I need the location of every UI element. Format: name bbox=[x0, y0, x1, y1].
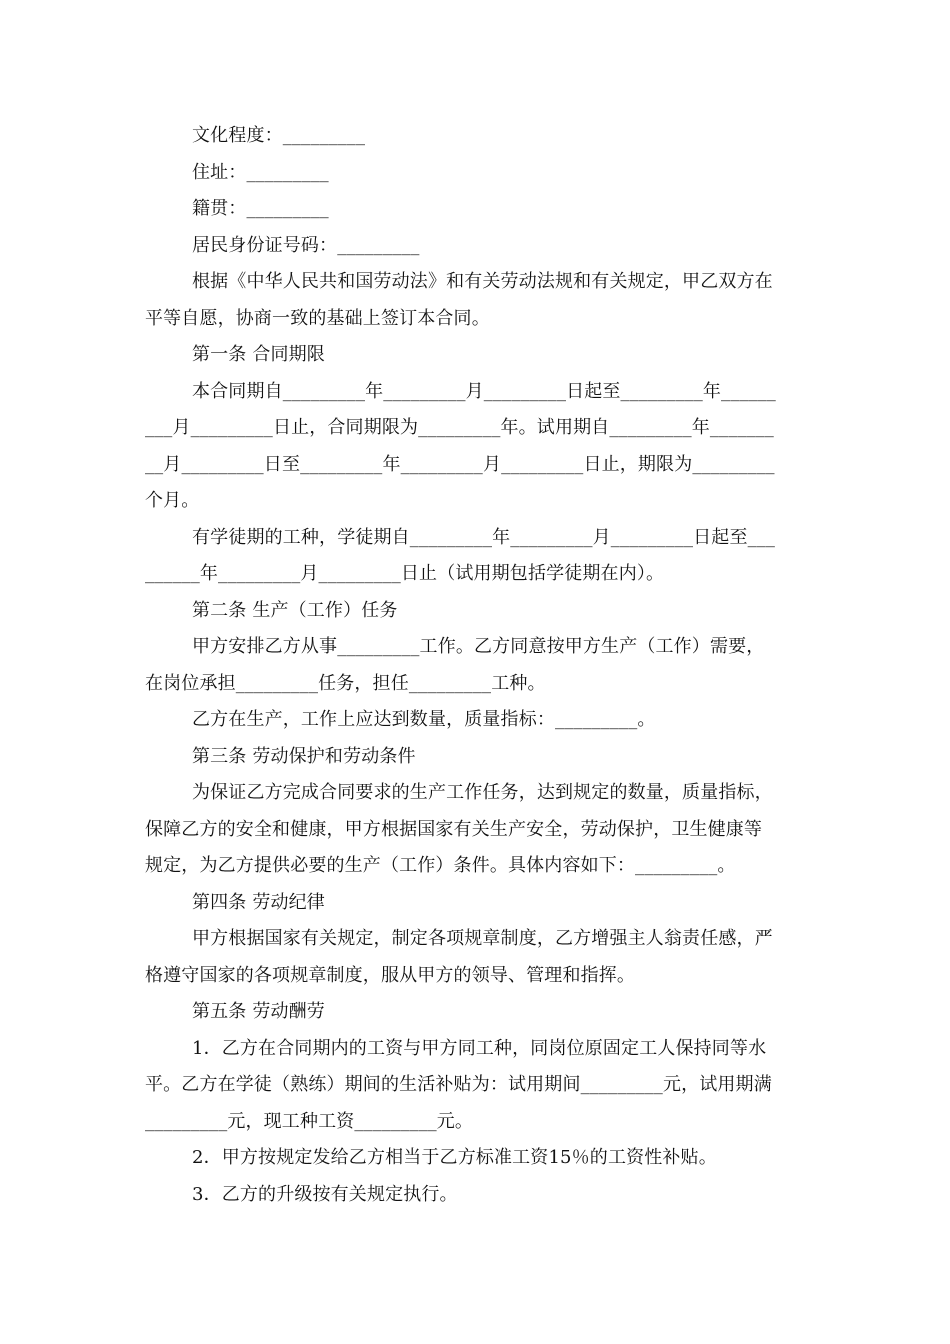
article-1-text-line: 个月。 bbox=[145, 490, 200, 511]
native-place-field-line: 籍贯：_________ bbox=[192, 198, 329, 219]
quality-target-line: 乙方在生产，工作上应达到数量，质量指标：_________。 bbox=[192, 709, 656, 730]
article-4-text-line: 甲方根据国家有关规定，制定各项规章制度，乙方增强主人翁责任感，严 bbox=[192, 928, 773, 949]
article-5-item-1-line: 平。乙方在学徒（熟练）期间的生活补贴为：试用期间_________元，试用期满 bbox=[145, 1074, 772, 1095]
article-2-text-line: 在岗位承担_________任务，担任_________工种。 bbox=[145, 672, 546, 694]
address-field-line: 住址：_________ bbox=[192, 161, 329, 183]
article-4-heading: 第四条 劳动纪律 bbox=[192, 891, 325, 913]
article-5-item-1-line: _________元，现工种工资_________元。 bbox=[145, 1110, 474, 1132]
article-3-text-line: 规定，为乙方提供必要的生产（工作）条件。具体内容如下：_________。 bbox=[145, 855, 736, 876]
article-5-item-2-line: 2．甲方按规定发给乙方相当于乙方标准工资15％的工资性补贴。 bbox=[192, 1147, 717, 1168]
preamble-line: 根据《中华人民共和国劳动法》和有关劳动法规和有关规定，甲乙双方在 bbox=[192, 271, 773, 292]
article-5-item-1-line: 1．乙方在合同期内的工资与甲方同工种，同岗位原固定工人保持同等水 bbox=[192, 1037, 767, 1059]
article-2-heading: 第二条 生产（工作）任务 bbox=[192, 599, 398, 621]
education-field-line: 文化程度：_________ bbox=[192, 125, 366, 146]
article-3-heading: 第三条 劳动保护和劳动条件 bbox=[192, 745, 416, 767]
article-5-heading: 第五条 劳动酬劳 bbox=[192, 1001, 325, 1022]
apprentice-period-line: ______年_________月_________日止（试用期包括学徒期在内）。 bbox=[145, 563, 665, 584]
article-1-text-line: __月_________日至_________年_________月_________日止，期限为_________ bbox=[145, 453, 775, 475]
article-1-heading: 第一条 合同期限 bbox=[192, 344, 325, 365]
article-2-text-line: 甲方安排乙方从事_________工作。乙方同意按甲方生产（工作）需要， bbox=[192, 636, 765, 657]
article-1-text-line: ___月_________日止，合同期限为_________年。试用期自_________年_______ bbox=[145, 417, 774, 438]
article-5-item-3-line: 3．乙方的升级按有关规定执行。 bbox=[192, 1183, 458, 1205]
article-1-text-line: 本合同期自_________年_________月_________日起至_________年______ bbox=[192, 380, 776, 402]
apprentice-period-line: 有学徒期的工种，学徒期自_________年_________月_________日起至___ bbox=[192, 526, 776, 548]
article-3-text-line: 为保证乙方完成合同要求的生产工作任务，达到规定的数量，质量指标， bbox=[192, 782, 773, 803]
article-4-text-line: 格遵守国家的各项规章制度，服从甲方的领导、管理和指挥。 bbox=[145, 964, 636, 986]
article-3-text-line: 保障乙方的安全和健康，甲方根据国家有关生产安全，劳动保护，卫生健康等 bbox=[145, 818, 763, 840]
id-number-field-line: 居民身份证号码：_________ bbox=[192, 234, 420, 256]
contract-body bbox=[145, 118, 805, 1213]
preamble-line: 平等自愿，协商一致的基础上签订本合同。 bbox=[145, 307, 490, 329]
